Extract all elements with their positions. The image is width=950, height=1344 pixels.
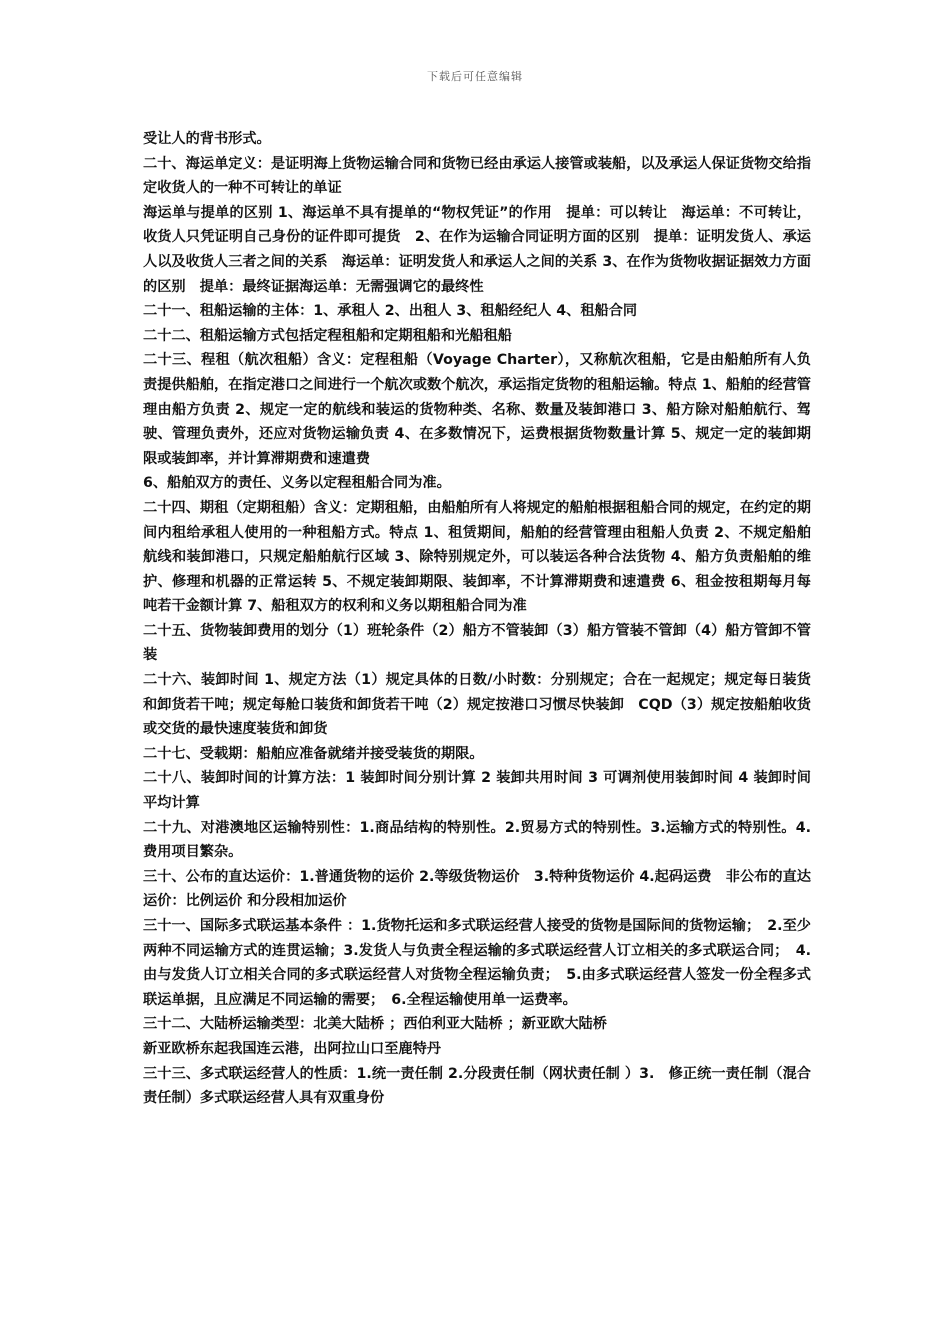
paragraph-30: 三十、公布的直达运价：1.普通货物的运价 2.等级货物运价 3.特种货物运价 4.起码运费 非公布的直达运价：比例运价 和分段相加运价 xyxy=(143,868,811,910)
paragraph-23-point-6: 6、船舶双方的责任、义务以定程租船合同为准。 xyxy=(143,475,451,492)
paragraph-20-sea-waybill: 二十、海运单定义：是证明海上货物运输合同和货物已经由承运人接管或装船，以及承运人保证货物交给指定收货人的一种不可转让的单证 xyxy=(143,155,811,197)
paragraph-23-voyage-charter: 二十三、程租（航次租船）含义：定程租船（Voyage Charter），又称航次租船，它是由船舶所有人负责提供船舶，在指定港口之间进行一个航次或数个航次，承运指定货物的租船运输。特点 1、船舶的经营管理由船方负责 2、规定一定的航线和装运的货物种类、名称、数量及装卸港口 3、船方除对船舶航行、驾驶、管理负责外，还应对货物运输负责 4、在多数情况下，运费根据货物数量计算 5、规定一定的装卸期限或装卸率，并计算滞期费和速遣费 xyxy=(143,352,811,467)
paragraph-endorsement: 受让人的背书形式。 xyxy=(143,131,271,147)
document-body xyxy=(143,127,811,1111)
paragraph-28: 二十八、装卸时间的计算方法：1 装卸时间分别计算 2 装卸共用时间 3 可调剂使用装卸时间 4 装卸时间平均计算 xyxy=(143,770,811,812)
paragraph-22: 二十二、租船运输方式包括定程租船和定期租船和光船租船 xyxy=(143,327,512,344)
paragraph-27: 二十七、受载期：船舶应准备就绪并接受装货的期限。 xyxy=(143,745,484,762)
paragraph-25: 二十五、货物装卸费用的划分（1）班轮条件（2）船方不管装卸（3）船方管装不管卸（4）船方管卸不管装 xyxy=(143,622,811,664)
paragraph-21: 二十一、租船运输的主体：1、承租人 2、出租人 3、租船经纪人 4、租船合同 xyxy=(143,303,638,320)
paragraph-29: 二十九、对港澳地区运输特别性：1.商品结构的特别性。2.贸易方式的特别性。3.运输方式的特别性。4.费用项目繁杂。 xyxy=(143,819,811,861)
paragraph-26: 二十六、装卸时间 1、规定方法（1）规定具体的日数/小时数：分别规定；合在一起规定；规定每日装货和卸货若干吨；规定每舱口装货和卸货若干吨（2）规定按港口习惯尽快装卸 CQD（3）规定按船舶收货或交货的最快速度装货和卸货 xyxy=(143,672,811,738)
paragraph-24-time-charter: 二十四、期租（定期租船）含义：定期租船，由船舶所有人将规定的船舶根据租船合同的规定，在约定的期间内租给承租人使用的一种租船方式。特点 1、租赁期间，船舶的经营管理由租船人负责 2、不规定船舶航线和装卸港口，只规定船舶航行区域 3、除特别规定外，可以装运各种合法货物 4、船方负责船舶的维护、修理和机器的正常运转 5、不规定装卸期限、装卸率，不计算滞期费和速遣费 6、租金按租期每月每吨若干金额计算 7、船租双方的权利和义务以期租船合同为准 xyxy=(143,499,811,615)
paragraph-32: 三十二、大陆桥运输类型：北美大陆桥 ；西伯利亚大陆桥 ；新亚欧大陆桥 xyxy=(143,1016,607,1033)
page-header: 下载后可任意编辑 xyxy=(427,70,523,83)
paragraph-waybill-vs-bl: 海运单与提单的区别 1、海运单不具有提单的“物权凭证”的作用 提单：可以转让 海运单：不可转让，收货人只凭证明自己身份的证件即可提货 2、在作为运输合同证明方面的区别 提单：证明发货人、承运人以及收货人三者之间的关系 海运单：证明发货人和承运人之间的关系 3、在作为货物收据证据效力方面的区别 提单：最终证据海运单：无需强调它的最终性 xyxy=(143,204,811,295)
paragraph-33: 三十三、多式联运经营人的性质：1.统一责任制 2.分段责任制（网状责任制 ）3. 修正统一责任制（混合责任制）多式联运经营人具有双重身份 xyxy=(143,1065,811,1107)
paragraph-31: 三十一、国际多式联运基本条件 ：1.货物托运和多式联运经营人接受的货物是国际间的货物运输； 2.至少两种不同运输方式的连贯运输；3.发货人与负责全程运输的多式联运经营人订立相关的多式联运合同； 4.由与发货人订立相关合同的多式联运经营人对货物全程运输负责； 5.由多式联运经营人签发一份全程多式联运单据，且应满足不同运输的需要； 6.全程运输使用单一运费率。 xyxy=(143,918,811,1008)
paragraph-32-note: 新亚欧桥东起我国连云港，出阿拉山口至鹿特丹 xyxy=(143,1040,441,1057)
